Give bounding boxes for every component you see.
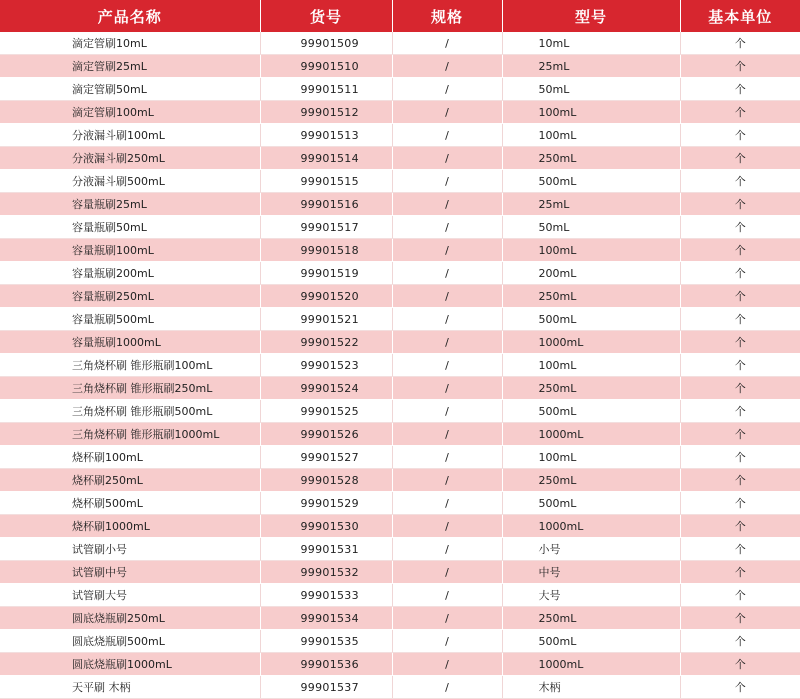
item-code-cell: 99901510 — [260, 55, 392, 78]
item-code-cell: 99901524 — [260, 377, 392, 400]
unit-cell: 个 — [680, 607, 800, 630]
item-code-cell: 99901516 — [260, 193, 392, 216]
product-name-cell: 三角烧杯刷 锥形瓶刷250mL — [0, 377, 260, 400]
model-cell: 100mL — [502, 354, 680, 377]
unit-cell: 个 — [680, 78, 800, 101]
spec-cell: / — [392, 285, 502, 308]
item-code-cell: 99901532 — [260, 561, 392, 584]
product-name-cell: 容量瓶刷25mL — [0, 193, 260, 216]
model-cell: 500mL — [502, 492, 680, 515]
model-cell: 250mL — [502, 607, 680, 630]
table-row — [0, 285, 800, 308]
table-row — [0, 653, 800, 676]
spec-cell: / — [392, 354, 502, 377]
table-row — [0, 308, 800, 331]
unit-cell: 个 — [680, 285, 800, 308]
unit-cell: 个 — [680, 561, 800, 584]
table-row — [0, 239, 800, 262]
header-model: 型号 — [502, 0, 680, 32]
unit-cell: 个 — [680, 55, 800, 78]
unit-cell: 个 — [680, 377, 800, 400]
product-name-cell: 容量瓶刷100mL — [0, 239, 260, 262]
product-name-cell: 圆底烧瓶刷500mL — [0, 630, 260, 653]
product-name-cell: 三角烧杯刷 锥形瓶刷1000mL — [0, 423, 260, 446]
table-row — [0, 216, 800, 239]
spec-cell: / — [392, 32, 502, 55]
table-row — [0, 400, 800, 423]
spec-cell: / — [392, 308, 502, 331]
item-code-cell: 99901526 — [260, 423, 392, 446]
unit-cell: 个 — [680, 653, 800, 676]
item-code-cell: 99901520 — [260, 285, 392, 308]
spec-cell: / — [392, 239, 502, 262]
model-cell: 大号 — [502, 584, 680, 607]
spec-cell: / — [392, 607, 502, 630]
table-row — [0, 584, 800, 607]
unit-cell: 个 — [680, 216, 800, 239]
table-row — [0, 262, 800, 285]
item-code-cell: 99901511 — [260, 78, 392, 101]
model-cell: 1000mL — [502, 515, 680, 538]
model-cell: 50mL — [502, 78, 680, 101]
product-name-cell: 容量瓶刷500mL — [0, 308, 260, 331]
table-row — [0, 147, 800, 170]
unit-cell: 个 — [680, 308, 800, 331]
unit-cell: 个 — [680, 239, 800, 262]
spec-cell: / — [392, 216, 502, 239]
item-code-cell: 99901537 — [260, 676, 392, 699]
unit-cell: 个 — [680, 400, 800, 423]
product-name-cell: 烧杯刷250mL — [0, 469, 260, 492]
unit-cell: 个 — [680, 193, 800, 216]
table-row — [0, 377, 800, 400]
product-name-cell: 滴定管刷100mL — [0, 101, 260, 124]
item-code-cell: 99901518 — [260, 239, 392, 262]
model-cell: 1000mL — [502, 653, 680, 676]
table-row — [0, 124, 800, 147]
table-row — [0, 170, 800, 193]
table-row — [0, 193, 800, 216]
item-code-cell: 99901522 — [260, 331, 392, 354]
model-cell: 10mL — [502, 32, 680, 55]
product-name-cell: 烧杯刷500mL — [0, 492, 260, 515]
item-code-cell: 99901519 — [260, 262, 392, 285]
spec-cell: / — [392, 584, 502, 607]
item-code-cell: 99901533 — [260, 584, 392, 607]
item-code-cell: 99901514 — [260, 147, 392, 170]
item-code-cell: 99901512 — [260, 101, 392, 124]
table-row — [0, 32, 800, 55]
item-code-cell: 99901525 — [260, 400, 392, 423]
product-name-cell: 滴定管刷25mL — [0, 55, 260, 78]
table-row — [0, 331, 800, 354]
unit-cell: 个 — [680, 492, 800, 515]
header-product-name: 产品名称 — [0, 0, 260, 32]
unit-cell: 个 — [680, 124, 800, 147]
unit-cell: 个 — [680, 32, 800, 55]
spec-cell: / — [392, 400, 502, 423]
item-code-cell: 99901523 — [260, 354, 392, 377]
product-name-cell: 烧杯刷100mL — [0, 446, 260, 469]
header-spec: 规格 — [392, 0, 502, 32]
model-cell: 100mL — [502, 124, 680, 147]
table-row — [0, 446, 800, 469]
spec-cell: / — [392, 124, 502, 147]
table-row — [0, 469, 800, 492]
product-name-cell: 容量瓶刷200mL — [0, 262, 260, 285]
product-name-cell: 试管刷小号 — [0, 538, 260, 561]
model-cell: 500mL — [502, 630, 680, 653]
product-name-cell: 容量瓶刷50mL — [0, 216, 260, 239]
spec-cell: / — [392, 262, 502, 285]
model-cell: 500mL — [502, 308, 680, 331]
product-name-cell: 滴定管刷50mL — [0, 78, 260, 101]
table-row — [0, 676, 800, 699]
table-row — [0, 515, 800, 538]
spec-cell: / — [392, 630, 502, 653]
unit-cell: 个 — [680, 630, 800, 653]
product-name-cell: 圆底烧瓶刷1000mL — [0, 653, 260, 676]
model-cell: 500mL — [502, 170, 680, 193]
spec-cell: / — [392, 55, 502, 78]
item-code-cell: 99901509 — [260, 32, 392, 55]
model-cell: 500mL — [502, 400, 680, 423]
spec-cell: / — [392, 492, 502, 515]
unit-cell: 个 — [680, 354, 800, 377]
header-unit: 基本单位 — [680, 0, 800, 32]
table-row — [0, 561, 800, 584]
spec-cell: / — [392, 423, 502, 446]
product-name-cell: 试管刷大号 — [0, 584, 260, 607]
spec-cell: / — [392, 446, 502, 469]
model-cell: 小号 — [502, 538, 680, 561]
unit-cell: 个 — [680, 262, 800, 285]
item-code-cell: 99901530 — [260, 515, 392, 538]
spec-cell: / — [392, 101, 502, 124]
spec-cell: / — [392, 331, 502, 354]
unit-cell: 个 — [680, 170, 800, 193]
product-name-cell: 分液漏斗刷500mL — [0, 170, 260, 193]
product-name-cell: 烧杯刷1000mL — [0, 515, 260, 538]
unit-cell: 个 — [680, 101, 800, 124]
item-code-cell: 99901513 — [260, 124, 392, 147]
header-row — [0, 0, 800, 32]
product-name-cell: 分液漏斗刷250mL — [0, 147, 260, 170]
model-cell: 250mL — [502, 285, 680, 308]
spec-cell: / — [392, 676, 502, 699]
table-row — [0, 78, 800, 101]
product-name-cell: 分液漏斗刷100mL — [0, 124, 260, 147]
spec-cell: / — [392, 78, 502, 101]
table-row — [0, 55, 800, 78]
unit-cell: 个 — [680, 331, 800, 354]
model-cell: 100mL — [502, 239, 680, 262]
item-code-cell: 99901531 — [260, 538, 392, 561]
spec-cell: / — [392, 377, 502, 400]
model-cell: 250mL — [502, 147, 680, 170]
unit-cell: 个 — [680, 469, 800, 492]
product-name-cell: 容量瓶刷1000mL — [0, 331, 260, 354]
spec-cell: / — [392, 653, 502, 676]
product-name-cell: 三角烧杯刷 锥形瓶刷100mL — [0, 354, 260, 377]
table-row — [0, 101, 800, 124]
unit-cell: 个 — [680, 676, 800, 699]
table-row — [0, 354, 800, 377]
product-name-cell: 圆底烧瓶刷250mL — [0, 607, 260, 630]
table-row — [0, 630, 800, 653]
item-code-cell: 99901529 — [260, 492, 392, 515]
product-name-cell: 三角烧杯刷 锥形瓶刷500mL — [0, 400, 260, 423]
header-item-code: 货号 — [260, 0, 392, 32]
model-cell: 250mL — [502, 377, 680, 400]
table-row — [0, 538, 800, 561]
item-code-cell: 99901515 — [260, 170, 392, 193]
product-name-cell: 滴定管刷10mL — [0, 32, 260, 55]
item-code-cell: 99901527 — [260, 446, 392, 469]
model-cell: 50mL — [502, 216, 680, 239]
item-code-cell: 99901534 — [260, 607, 392, 630]
model-cell: 25mL — [502, 193, 680, 216]
model-cell: 木柄 — [502, 676, 680, 699]
product-name-cell: 天平刷 木柄 — [0, 676, 260, 699]
product-name-cell: 试管刷中号 — [0, 561, 260, 584]
product-name-cell: 容量瓶刷250mL — [0, 285, 260, 308]
model-cell: 250mL — [502, 469, 680, 492]
unit-cell: 个 — [680, 423, 800, 446]
item-code-cell: 99901536 — [260, 653, 392, 676]
table-row — [0, 423, 800, 446]
model-cell: 100mL — [502, 101, 680, 124]
unit-cell: 个 — [680, 538, 800, 561]
item-code-cell: 99901535 — [260, 630, 392, 653]
unit-cell: 个 — [680, 515, 800, 538]
spec-cell: / — [392, 193, 502, 216]
model-cell: 25mL — [502, 55, 680, 78]
spec-cell: / — [392, 147, 502, 170]
model-cell: 中号 — [502, 561, 680, 584]
model-cell: 1000mL — [502, 423, 680, 446]
spec-cell: / — [392, 561, 502, 584]
spec-cell: / — [392, 170, 502, 193]
unit-cell: 个 — [680, 584, 800, 607]
model-cell: 100mL — [502, 446, 680, 469]
unit-cell: 个 — [680, 147, 800, 170]
model-cell: 200mL — [502, 262, 680, 285]
spec-cell: / — [392, 538, 502, 561]
spec-cell: / — [392, 515, 502, 538]
spec-cell: / — [392, 469, 502, 492]
table-row — [0, 607, 800, 630]
model-cell: 1000mL — [502, 331, 680, 354]
item-code-cell: 99901521 — [260, 308, 392, 331]
unit-cell: 个 — [680, 446, 800, 469]
table-row — [0, 492, 800, 515]
item-code-cell: 99901528 — [260, 469, 392, 492]
item-code-cell: 99901517 — [260, 216, 392, 239]
